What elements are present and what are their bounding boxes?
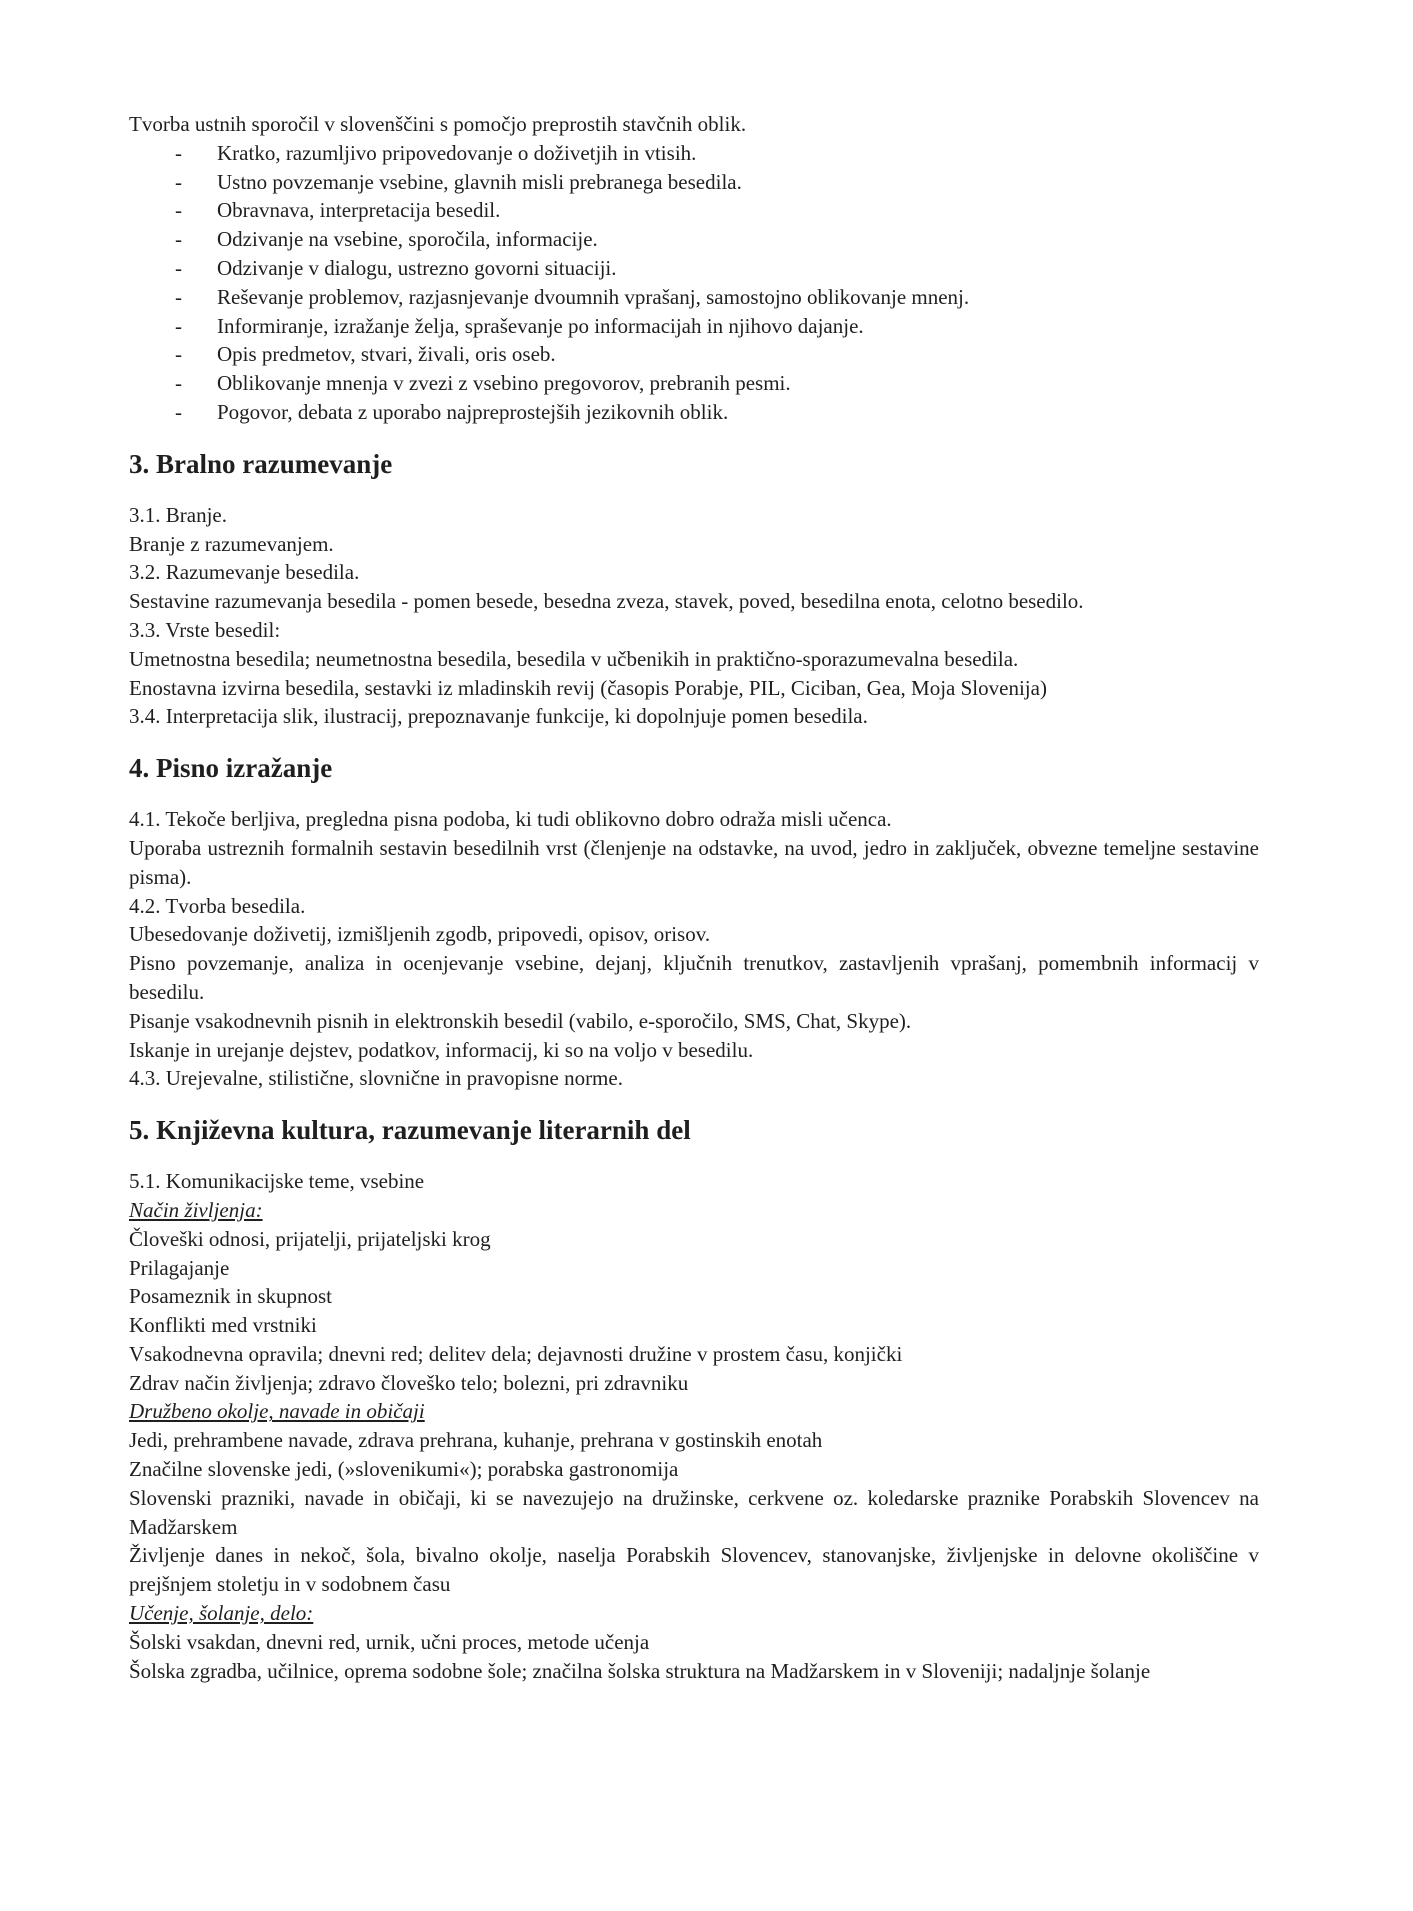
paragraph-line: Vsakodnevna opravila; dnevni red; delitev dela; dejavnosti družine v prostem času, konjički	[129, 1341, 903, 1366]
list-item	[129, 283, 1259, 312]
paragraph-line: Značilne slovenske jedi, (»slovenikumi«); porabska gastronomija	[129, 1457, 679, 1482]
paragraph-line: Konflikti med vrstniki	[129, 1313, 317, 1338]
list-item-text: Pogovor, debata z uporabo najpreprostejših jezikovnih oblik.	[217, 399, 729, 424]
paragraph-line: 3.4. Interpretacija slik, ilustracij, prepoznavanje funkcije, ki dopolnjuje pomen besedila.	[129, 704, 868, 729]
list-item-text: Oblikovanje mnenja v zvezi z vsebino pregovorov, prebranih pesmi.	[217, 371, 791, 396]
paragraph-line: Ubesedovanje doživetij, izmišljenih zgodb, pripovedi, opisov, orisov.	[129, 922, 711, 947]
bullet-marker: -	[175, 169, 182, 194]
paragraph-line: 4.2. Tvorba besedila.	[129, 893, 306, 918]
paragraph-line: Iskanje in urejanje dejstev, podatkov, informacij, ki so na voljo v besedilu.	[129, 1037, 754, 1062]
paragraph-line: Jedi, prehrambene navade, zdrava prehrana, kuhanje, prehrana v gostinskih enotah	[129, 1428, 823, 1453]
list-item	[129, 398, 1259, 427]
bullet-marker: -	[175, 255, 182, 280]
paragraph: Pisno povzemanje, analiza in ocenjevanje vsebine, dejanj, ključnih trenutkov, zastavljenih vprašanj, pomembnih informacij v besedilu.	[129, 951, 1259, 1004]
paragraph-line: 4.3. Urejevalne, stilistične, slovnične in pravopisne norme.	[129, 1066, 623, 1091]
list-item	[129, 225, 1259, 254]
paragraph-line: Šolski vsakdan, dnevni red, urnik, učni proces, metode učenja	[129, 1629, 650, 1654]
subheading: Način življenja:	[129, 1197, 263, 1222]
list-item	[129, 168, 1259, 197]
document-page	[129, 110, 1259, 1685]
list-item-text: Obravnava, interpretacija besedil.	[217, 198, 501, 223]
section-heading-3: 3. Bralno razumevanje	[129, 448, 393, 479]
paragraph-line: 5.1. Komunikacijske teme, vsebine	[129, 1169, 425, 1194]
intro-line: Tvorba ustnih sporočil v slovenščini s pomočjo preprostih stavčnih oblik.	[129, 112, 747, 136]
bullet-marker: -	[175, 198, 182, 223]
paragraph: Šolska zgradba, učilnice, oprema sodobne šole; značilna šolska struktura na Madžarskem in v Sloveniji; nadaljnje šolanje	[129, 1658, 1151, 1683]
list-item-text: Odzivanje na vsebine, sporočila, informacije.	[217, 227, 598, 252]
paragraph-line: Človeški odnosi, prijatelji, prijateljski krog	[129, 1226, 491, 1251]
list-item-text: Informiranje, izražanje želja, spraševanje po informacijah in njihovo dajanje.	[217, 313, 864, 338]
list-item	[129, 340, 1259, 369]
bullet-marker: -	[175, 227, 182, 252]
bullet-marker: -	[175, 140, 182, 165]
paragraph: Sestavine razumevanja besedila - pomen besede, besedna zveza, stavek, poved, besedilna enota, celotno besedilo.	[129, 589, 1084, 614]
paragraph-line: Pisanje vsakodnevnih pisnih in elektronskih besedil (vabilo, e-sporočilo, SMS, Chat, Skype).	[129, 1008, 912, 1033]
paragraph-line: Enostavna izvirna besedila, sestavki iz mladinskih revij (časopis Porabje, PIL, Ciciban, Gea, Moja Slovenija)	[129, 675, 1047, 700]
section-heading-5: 5. Književna kultura, razumevanje literarnih del	[129, 1115, 691, 1146]
bullet-marker: -	[175, 313, 182, 338]
list-item-text: Opis predmetov, stvari, živali, oris oseb.	[217, 342, 556, 367]
paragraph-line: 3.3. Vrste besedil:	[129, 617, 281, 642]
section-heading-4: 4. Pisno izražanje	[129, 753, 333, 784]
list-item-text: Kratko, razumljivo pripovedovanje o doživetjih in vtisih.	[217, 140, 697, 165]
paragraph-line: Umetnostna besedila; neumetnostna besedila, besedila v učbenikih in praktično-sporazumevalna besedila.	[129, 646, 1019, 671]
list-item	[129, 139, 1259, 168]
bullet-marker: -	[175, 399, 182, 424]
bullet-marker: -	[175, 342, 182, 367]
bullet-marker: -	[175, 284, 182, 309]
list-item	[129, 369, 1259, 398]
list-item	[129, 312, 1259, 341]
paragraph: Slovenski prazniki, navade in običaji, ki se navezujejo na družinske, cerkvene oz. koledarske praznike Porabskih Slovencev na Madžarskem	[129, 1485, 1259, 1539]
paragraph-line: Posameznik in skupnost	[129, 1284, 332, 1309]
paragraph-line: Zdrav način življenja; zdravo človeško telo; bolezni, pri zdravniku	[129, 1370, 689, 1395]
paragraph-line: 3.1. Branje.	[129, 502, 227, 527]
paragraph-line: Branje z razumevanjem.	[129, 531, 334, 556]
list-item-text: Odzivanje v dialogu, ustrezno govorni situaciji.	[217, 255, 617, 280]
paragraph: Uporaba ustreznih formalnih sestavin besedilnih vrst (členjenje na odstavke, na uvod, jedro in zaključek, obvezne temeljne sestavine pisma).	[129, 835, 1259, 889]
paragraph-line: 4.1. Tekoče berljiva, pregledna pisna podoba, ki tudi oblikovno dobro odraža misli učenca.	[129, 807, 892, 832]
list-item-text: Ustno povzemanje vsebine, glavnih misli prebranega besedila.	[217, 169, 742, 194]
subheading: Družbeno okolje, navade in običaji	[129, 1399, 425, 1424]
bullet-marker: -	[175, 371, 182, 396]
paragraph-line: 3.2. Razumevanje besedila.	[129, 560, 360, 585]
list-item-text: Reševanje problemov, razjasnjevanje dvoumnih vprašanj, samostojno oblikovanje mnenj.	[217, 284, 970, 309]
bullet-list	[129, 139, 1259, 427]
subheading: Učenje, šolanje, delo:	[129, 1601, 314, 1626]
list-item	[129, 254, 1259, 283]
paragraph: Življenje danes in nekoč, šola, bivalno okolje, naselja Porabskih Slovencev, stanovanjske, življenjske in delovne okoliščine v prejšnjem stoletju in v sodobnem času	[129, 1543, 1259, 1597]
list-item	[129, 196, 1259, 225]
paragraph-line: Prilagajanje	[129, 1255, 230, 1280]
